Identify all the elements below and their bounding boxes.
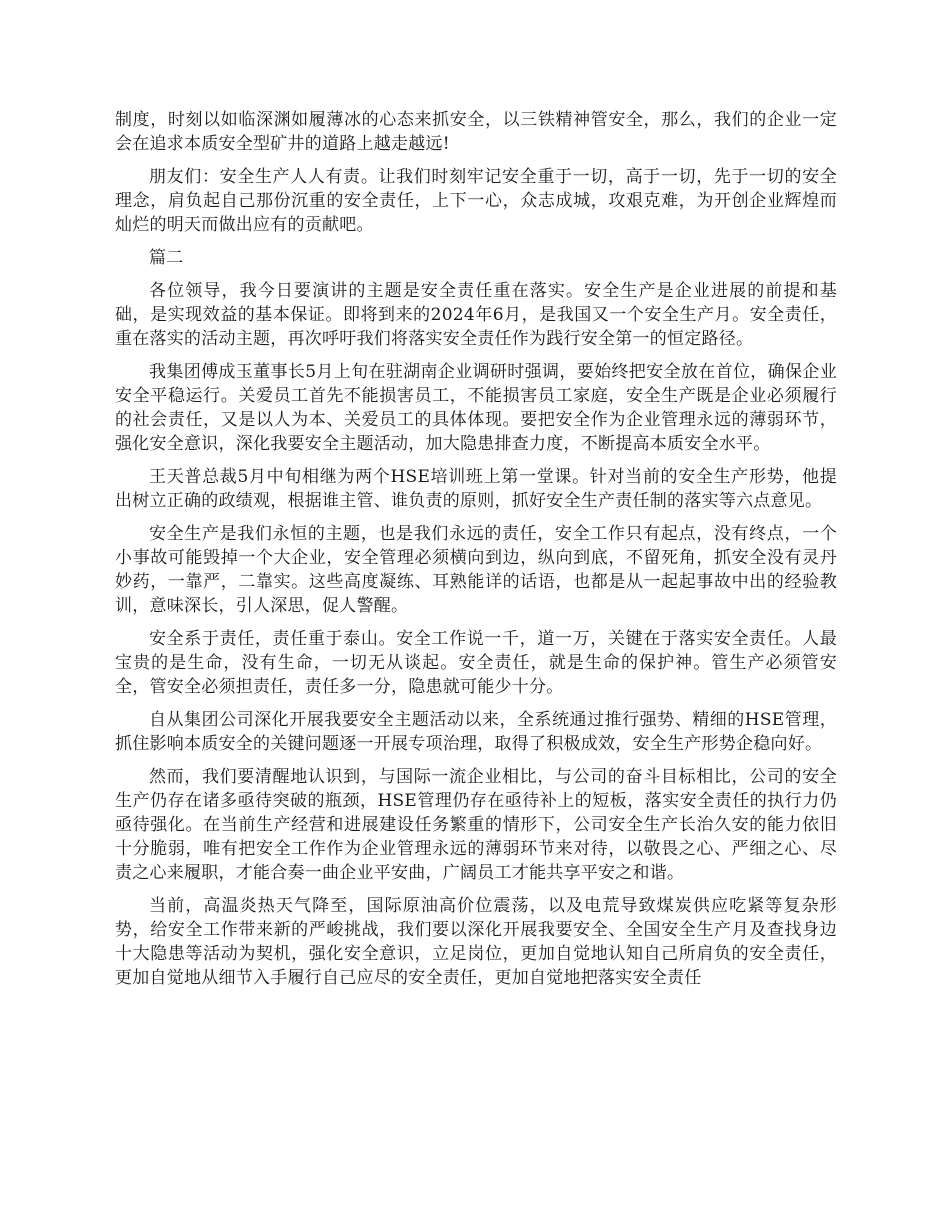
paragraph-continuation: 制度，时刻以如临深渊如履薄冰的心态来抓安全，以三铁精神管安全，那么，我们的企业一定会在追求本质安全型矿井的道路上越走越远!: [115, 110, 837, 154]
section-heading-part-two: 篇二: [149, 248, 184, 268]
paragraph-chairman-remarks: 我集团傅成玉董事长5月上旬在驻湖南企业调研时强调，要始终把安全放在首位，确保企业安全平稳运行。关爱员工首先不能损害员工，不能损害员工家庭，安全生产既是企业必须履行的社会责任，又是以人为本、关爱员工的具体体现。要把安全作为企业管理永远的薄弱环节，强化安全意识，深化我要安全主题活动，加大隐患排查力度，不断提高本质安全水平。: [115, 362, 837, 454]
paragraph-president-training: 王天普总裁5月中旬相继为两个HSE培训班上第一堂课。针对当前的安全生产形势，他提出树立正确的政绩观，根据谁主管、谁负责的原则，抓好安全生产责任制的落实等六点意见。: [115, 467, 837, 511]
paragraph-eternal-theme: 安全生产是我们永恒的主题，也是我们永远的责任，安全工作只有起点，没有终点，一个小事故可能毁掉一个大企业，安全管理必须横向到边，纵向到底，不留死角，抓安全没有灵丹妙药，一靠严，二靠实。这些高度凝练、耳熟能详的话语，也都是从一起起事故中出的经验教训，意味深长，引人深思，促人警醒。: [115, 524, 837, 616]
paragraph-hse-results: 自从集团公司深化开展我要安全主题活动以来，全系统通过推行强势、精细的HSE管理，抓住影响本质安全的关键问题逐一开展专项治理，取得了积极成效，安全生产形势企稳向好。: [115, 710, 837, 754]
paragraph-challenges: 然而，我们要清醒地认识到，与国际一流企业相比，与公司的奋斗目标相比，公司的安全生产仍存在诸多亟待突破的瓶颈，HSE管理仍存在亟待补上的短板，落实安全责任的执行力仍亟待强化。在当前生产经营和进展建设任务繁重的情形下，公司安全生产长治久安的能力依旧十分脆弱，唯有把安全工作作为企业管理永远的薄弱环节来对待，以敬畏之心、严细之心、尽责之心来履职，才能合奏一曲企业平安曲，广阔员工才能共享平安之和谐。: [115, 767, 837, 883]
paragraph-responsibility: 安全系于责任，责任重于泰山。安全工作说一千，道一万，关键在于落实安全责任。人最宝贵的是生命，没有生命，一切无从谈起。安全责任，就是生命的保护神。管生产必须管安全，管安全必须担责任，责任多一分，隐患就可能少十分。: [115, 629, 837, 697]
paragraph-speech-theme: 各位领导，我今日要演讲的主题是安全责任重在落实。安全生产是企业进展的前提和基础，是实现效益的基本保证。即将到来的2024年6月，是我国又一个安全生产月。安全责任，重在落实的活动主题，再次呼吁我们将落实安全责任作为践行安全第一的恒定路径。: [115, 281, 837, 349]
document-page: [115, 108, 837, 999]
paragraph-friends-appeal: 朋友们：安全生产人人有责。让我们时刻牢记安全重于一切，高于一切，先于一切的安全理念，肩负起自己那份沉重的安全责任，上下一心，众志成城，攻艰克难，为开创企业辉煌而灿烂的明天而做出应有的贡献吧。: [115, 167, 837, 235]
paragraph-current-situation: 当前，高温炎热天气降至，国际原油高价位震荡，以及电荒导致煤炭供应吃紧等复杂形势，给安全工作带来新的严峻挑战，我们要以深化开展我要安全、全国安全生产月及查找身边十大隐患等活动为契机，强化安全意识，立足岗位，更加自觉地认知自己所肩负的安全责任，更加自觉地从细节入手履行自己应尽的安全责任，更加自觉地把落实安全责任: [115, 896, 837, 988]
